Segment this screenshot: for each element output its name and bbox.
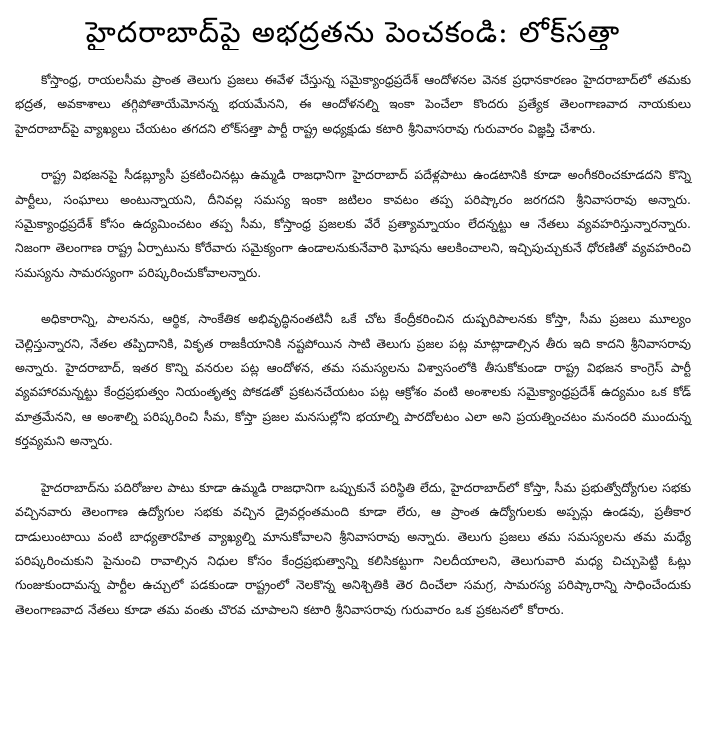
article-paragraph-3: అధికారాన్ని, పాలనను, ఆర్థిక, సాంకేతిక అభివృద్ధినంతటినీ ఒకే చోట కేంద్రీకరించిన దుష్పరిపాలనకు కోస్తా, సీమ ప్రజలు మూల్యం చెల్లిస్తున్నారని, నేతల తప్పిదానికి, వికృత రాజకీయానికి నష్టపోయిన సాటి తెలుగు ప్రజల పట్ల మాట్లాడాల్సిన తీరు ఇది కాదని శ్రీనివాసరావు అన్నారు. హైదరాబాద్, ఇతర కొన్ని వనరుల పట్ల ఆందోళన, తమ సమస్యలను విశ్వాసంలోకి తీసుకోకుండా రాష్ట్ర విభజన కాంగ్రెస్ పార్టీ వ్యవహారమన్నట్టు కేంద్రప్రభుత్వం నియంతృత్వ పోకడతో ప్రకటనచేయటం పట్ల ఆక్రోశం వంటి అంశాలకు సమైక్యాంధ్రప్రదేశ్ ఉద్యమం ఒక కోడ్ మాత్రమేనని, ఆ అంశాల్ని పరిష్కరించి సీమ, కోస్తా ప్రజల మనసుల్లోని భయాల్ని పారదోలటం ఎలా అని ప్రయత్నించటం మనందరి ముందున్న కర్తవ్యమని అన్నారు.: [15, 311, 691, 449]
article-paragraph-4: హైదరాబాద్‌ను పదిరోజుల పాటు కూడా ఉమ్మడి రాజధానిగా ఒప్పుకునే పరిస్థితి లేదు, హైదరాబాద్‌లో కోస్తా, సీమ ప్రభుత్వోద్యోగుల సభకు వచ్చినవారు తెలంగాణ ఉద్యోగుల సభకు వచ్చిన డ్రైవర్లంతమంది కూడా లేరు, ఆ ప్రాంత ఉద్యోగులకు అప్పన్లు ఉండవు, ప్రతీకార దాడులుంటాయి వంటి బాధ్యతారహిత వ్యాఖ్యల్ని మానుకోవాలని శ్రీనివాసరావు అన్నారు. తెలుగు ప్రజలు తమ సమస్యలను తమ మధ్యే పరిష్కరించుకుని పైనుంచి రావాల్సిన నిధుల కోసం కేంద్రప్రభుత్వాన్ని కలిసికట్టుగా నిలదీయాలని, తెలుగువారి మధ్య చిచ్చుపెట్టి ఓట్లు గుంజుకుందామన్న పార్టీల ఉచ్చులో పడకుండా రాష్ట్రంలో నెలకొన్న అనిశ్చితికి తెర దించేలా సమగ్ర, సామరస్య పరిష్కారాన్ని సాధించేందుకు తెలంగాణవాద నేతలు కూడా తమ వంతు చొరవ చూపాలని కటారి శ్రీనివాసరావు గురువారం ఒక ప్రకటనలో కోరారు.: [15, 479, 691, 617]
article-paragraph-2: రాష్ట్ర విభజనపై సీడబ్ల్యూసీ ప్రకటించినట్లు ఉమ్మడి రాజధానిగా హైదరాబాద్ పదేళ్లపాటు ఉండటానికి కూడా అంగీకరించకూడదని కొన్ని పార్టీలు, సంఘాలు అంటున్నాయని, దీనివల్ల సమస్య ఇంకా జటిలం కావటం తప్ప పరిష్కారం జరగదని శ్రీనివాసరావు అన్నారు. సమైక్యాంధ్రప్రదేశ్ కోసం ఉద్యమించటం తప్ప సీమ, కోస్తాంధ్ర ప్రజలకు వేరే ప్రత్యామ్నాయం లేదన్నట్టు ఆ నేతలు వ్యవహరిస్తున్నారన్నారు. నిజంగా తెలంగాణ రాష్ట్ర ఏర్పాటును కోరేవారు సమైక్యంగా ఉండాలనుకునేవారి ఘోషను ఆలకించాలని, ఇచ్చిపుచ్చుకునే ధోరణితో వ్యవహరించి సమస్యను సామరస్యంగా పరిష్కరించుకోవాలన్నారు.: [15, 167, 691, 280]
article-paragraph-1: కోస్తాంధ్ర, రాయలసీమ ప్రాంత తెలుగు ప్రజలు ఈవేళ చేస్తున్న సమైక్యాంధ్రప్రదేశ్ ఆందోళనల వెనక ప్రధానకారణం హైదరాబాద్‌లో తమకు భద్రత, అవకాశాలు తగ్గిపోతాయేమోనన్న భయమేనని, ఈ ఆందోళనల్ని ఇంకా పెంచేలా కొందరు ప్రత్యేక తెలంగాణవాద నాయకులు హైదరాబాద్‌పై వ్యాఖ్యలు చేయటం తగదని లోక్‌సత్తా పార్టీ రాష్ట్ర అధ్యక్షుడు కటారి శ్రీనివాసరావు గురువారం విజ్ఞప్తి చేశారు.: [15, 72, 691, 136]
article-headline: హైదరాబాద్‌పై అభద్రతను పెంచకండి: లోక్‌సత్తా: [85, 15, 621, 49]
